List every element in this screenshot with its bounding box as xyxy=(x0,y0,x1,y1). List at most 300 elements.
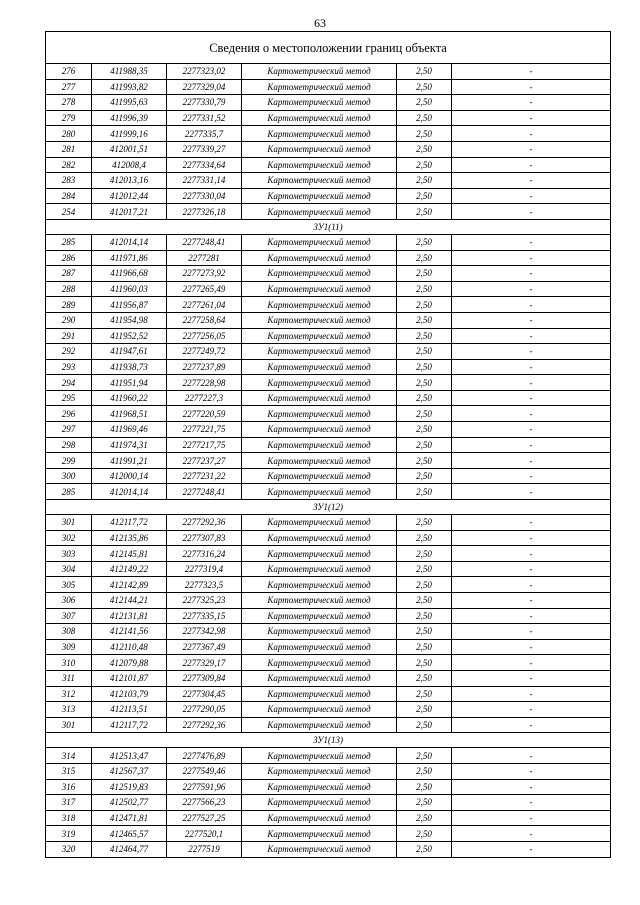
y-coordinate-cell: 2277261,04 xyxy=(167,297,242,313)
precision-cell: 2,50 xyxy=(397,748,452,764)
description-cell: - xyxy=(452,702,611,718)
description-cell: - xyxy=(452,795,611,811)
y-coordinate-cell: 2277527,25 xyxy=(167,810,242,826)
y-coordinate-cell: 2277334,64 xyxy=(167,157,242,173)
precision-cell: 2,50 xyxy=(397,530,452,546)
x-coordinate-cell: 412113,51 xyxy=(92,702,167,718)
table-row xyxy=(46,281,611,297)
point-number-cell: 314 xyxy=(46,748,92,764)
y-coordinate-cell: 2277319,4 xyxy=(167,561,242,577)
y-coordinate-cell: 2277307,83 xyxy=(167,530,242,546)
point-number-cell: 280 xyxy=(46,126,92,142)
y-coordinate-cell: 2277292,36 xyxy=(167,717,242,733)
description-cell: - xyxy=(452,639,611,655)
description-cell: - xyxy=(452,608,611,624)
table-row xyxy=(46,266,611,282)
precision-cell: 2,50 xyxy=(397,546,452,562)
method-cell: Картометрический метод xyxy=(242,763,397,779)
description-cell: - xyxy=(452,779,611,795)
point-number-cell: 316 xyxy=(46,779,92,795)
boundary-coordinates-table xyxy=(45,31,611,858)
point-number-cell: 285 xyxy=(46,484,92,500)
y-coordinate-cell: 2277325,23 xyxy=(167,593,242,609)
section-header-row xyxy=(46,219,611,234)
x-coordinate-cell: 411966,68 xyxy=(92,266,167,282)
x-coordinate-cell: 412144,21 xyxy=(92,593,167,609)
x-coordinate-cell: 412101,87 xyxy=(92,670,167,686)
method-cell: Картометрический метод xyxy=(242,515,397,531)
table-row xyxy=(46,344,611,360)
x-coordinate-cell: 412008,4 xyxy=(92,157,167,173)
x-coordinate-cell: 412145,81 xyxy=(92,546,167,562)
description-cell: - xyxy=(452,468,611,484)
table-row xyxy=(46,437,611,453)
x-coordinate-cell: 412012,44 xyxy=(92,188,167,204)
method-cell: Картометрический метод xyxy=(242,826,397,842)
x-coordinate-cell: 412117,72 xyxy=(92,515,167,531)
y-coordinate-cell: 2277265,49 xyxy=(167,281,242,297)
x-coordinate-cell: 412141,56 xyxy=(92,624,167,640)
method-cell: Картометрический метод xyxy=(242,577,397,593)
x-coordinate-cell: 412465,57 xyxy=(92,826,167,842)
description-cell: - xyxy=(452,157,611,173)
point-number-cell: 301 xyxy=(46,515,92,531)
precision-cell: 2,50 xyxy=(397,328,452,344)
x-coordinate-cell: 412464,77 xyxy=(92,841,167,857)
description-cell: - xyxy=(452,110,611,126)
precision-cell: 2,50 xyxy=(397,577,452,593)
method-cell: Картометрический метод xyxy=(242,328,397,344)
y-coordinate-cell: 2277304,45 xyxy=(167,686,242,702)
table-row xyxy=(46,64,611,80)
precision-cell: 2,50 xyxy=(397,375,452,391)
table-title: Сведения о местоположении границ объекта xyxy=(46,32,611,64)
y-coordinate-cell: 2277309,84 xyxy=(167,670,242,686)
table-row xyxy=(46,717,611,733)
y-coordinate-cell: 2277549,46 xyxy=(167,763,242,779)
y-coordinate-cell: 2277326,18 xyxy=(167,204,242,220)
point-number-cell: 310 xyxy=(46,655,92,671)
precision-cell: 2,50 xyxy=(397,826,452,842)
description-cell: - xyxy=(452,546,611,562)
description-cell: - xyxy=(452,577,611,593)
x-coordinate-cell: 412117,72 xyxy=(92,717,167,733)
precision-cell: 2,50 xyxy=(397,437,452,453)
method-cell: Картометрический метод xyxy=(242,593,397,609)
table-body xyxy=(46,32,611,858)
y-coordinate-cell: 2277228,98 xyxy=(167,375,242,391)
point-number-cell: 312 xyxy=(46,686,92,702)
method-cell: Картометрический метод xyxy=(242,79,397,95)
table-row xyxy=(46,686,611,702)
table-title-row xyxy=(46,32,611,64)
precision-cell: 2,50 xyxy=(397,841,452,857)
point-number-cell: 311 xyxy=(46,670,92,686)
precision-cell: 2,50 xyxy=(397,250,452,266)
precision-cell: 2,50 xyxy=(397,484,452,500)
description-cell: - xyxy=(452,406,611,422)
description-cell: - xyxy=(452,686,611,702)
precision-cell: 2,50 xyxy=(397,110,452,126)
description-cell: - xyxy=(452,453,611,469)
table-row xyxy=(46,110,611,126)
table-row xyxy=(46,577,611,593)
point-number-cell: 288 xyxy=(46,281,92,297)
method-cell: Картометрический метод xyxy=(242,841,397,857)
x-coordinate-cell: 412471,81 xyxy=(92,810,167,826)
method-cell: Картометрический метод xyxy=(242,312,397,328)
point-number-cell: 291 xyxy=(46,328,92,344)
point-number-cell: 309 xyxy=(46,639,92,655)
point-number-cell: 290 xyxy=(46,312,92,328)
description-cell: - xyxy=(452,748,611,764)
method-cell: Картометрический метод xyxy=(242,624,397,640)
point-number-cell: 295 xyxy=(46,390,92,406)
description-cell: - xyxy=(452,484,611,500)
table-row xyxy=(46,79,611,95)
description-cell: - xyxy=(452,188,611,204)
method-cell: Картометрический метод xyxy=(242,188,397,204)
description-cell: - xyxy=(452,670,611,686)
precision-cell: 2,50 xyxy=(397,763,452,779)
y-coordinate-cell: 2277248,41 xyxy=(167,234,242,250)
description-cell: - xyxy=(452,826,611,842)
point-number-cell: 300 xyxy=(46,468,92,484)
point-number-cell: 278 xyxy=(46,95,92,111)
y-coordinate-cell: 2277331,14 xyxy=(167,173,242,189)
point-number-cell: 317 xyxy=(46,795,92,811)
method-cell: Картометрический метод xyxy=(242,702,397,718)
y-coordinate-cell: 2277292,36 xyxy=(167,515,242,531)
precision-cell: 2,50 xyxy=(397,406,452,422)
boundary-table-container xyxy=(45,31,610,858)
point-number-cell: 308 xyxy=(46,624,92,640)
precision-cell: 2,50 xyxy=(397,453,452,469)
table-row xyxy=(46,234,611,250)
y-coordinate-cell: 2277520,1 xyxy=(167,826,242,842)
description-cell: - xyxy=(452,841,611,857)
precision-cell: 2,50 xyxy=(397,359,452,375)
table-row xyxy=(46,515,611,531)
section-label: ЗУ1(11) xyxy=(46,219,611,234)
y-coordinate-cell: 2277329,04 xyxy=(167,79,242,95)
table-row xyxy=(46,670,611,686)
y-coordinate-cell: 2277231,22 xyxy=(167,468,242,484)
method-cell: Картометрический метод xyxy=(242,422,397,438)
description-cell: - xyxy=(452,344,611,360)
precision-cell: 2,50 xyxy=(397,266,452,282)
method-cell: Картометрический метод xyxy=(242,437,397,453)
table-row xyxy=(46,655,611,671)
x-coordinate-cell: 412079,88 xyxy=(92,655,167,671)
y-coordinate-cell: 2277323,02 xyxy=(167,64,242,80)
x-coordinate-cell: 411993,82 xyxy=(92,79,167,95)
table-row xyxy=(46,204,611,220)
method-cell: Картометрический метод xyxy=(242,126,397,142)
point-number-cell: 281 xyxy=(46,141,92,157)
x-coordinate-cell: 412001,51 xyxy=(92,141,167,157)
method-cell: Картометрический метод xyxy=(242,655,397,671)
method-cell: Картометрический метод xyxy=(242,390,397,406)
table-row xyxy=(46,826,611,842)
table-row xyxy=(46,795,611,811)
section-label: ЗУ1(12) xyxy=(46,500,611,515)
description-cell: - xyxy=(452,390,611,406)
x-coordinate-cell: 412017,21 xyxy=(92,204,167,220)
table-row xyxy=(46,484,611,500)
x-coordinate-cell: 411991,21 xyxy=(92,453,167,469)
precision-cell: 2,50 xyxy=(397,204,452,220)
precision-cell: 2,50 xyxy=(397,281,452,297)
precision-cell: 2,50 xyxy=(397,468,452,484)
point-number-cell: 318 xyxy=(46,810,92,826)
y-coordinate-cell: 2277220,59 xyxy=(167,406,242,422)
description-cell: - xyxy=(452,359,611,375)
x-coordinate-cell: 412135,86 xyxy=(92,530,167,546)
table-row xyxy=(46,530,611,546)
description-cell: - xyxy=(452,297,611,313)
y-coordinate-cell: 2277237,89 xyxy=(167,359,242,375)
point-number-cell: 294 xyxy=(46,375,92,391)
description-cell: - xyxy=(452,141,611,157)
description-cell: - xyxy=(452,530,611,546)
point-number-cell: 283 xyxy=(46,173,92,189)
y-coordinate-cell: 2277281 xyxy=(167,250,242,266)
precision-cell: 2,50 xyxy=(397,655,452,671)
y-coordinate-cell: 2277221,75 xyxy=(167,422,242,438)
point-number-cell: 285 xyxy=(46,234,92,250)
x-coordinate-cell: 411996,39 xyxy=(92,110,167,126)
precision-cell: 2,50 xyxy=(397,515,452,531)
table-row xyxy=(46,841,611,857)
method-cell: Картометрический метод xyxy=(242,639,397,655)
description-cell: - xyxy=(452,281,611,297)
table-row xyxy=(46,141,611,157)
precision-cell: 2,50 xyxy=(397,624,452,640)
table-row xyxy=(46,779,611,795)
precision-cell: 2,50 xyxy=(397,779,452,795)
precision-cell: 2,50 xyxy=(397,344,452,360)
precision-cell: 2,50 xyxy=(397,173,452,189)
section-header-row xyxy=(46,500,611,515)
precision-cell: 2,50 xyxy=(397,79,452,95)
x-coordinate-cell: 412103,79 xyxy=(92,686,167,702)
point-number-cell: 303 xyxy=(46,546,92,562)
point-number-cell: 319 xyxy=(46,826,92,842)
precision-cell: 2,50 xyxy=(397,608,452,624)
y-coordinate-cell: 2277258,64 xyxy=(167,312,242,328)
description-cell: - xyxy=(452,204,611,220)
method-cell: Картометрический метод xyxy=(242,234,397,250)
precision-cell: 2,50 xyxy=(397,639,452,655)
y-coordinate-cell: 2277237,27 xyxy=(167,453,242,469)
method-cell: Картометрический метод xyxy=(242,406,397,422)
method-cell: Картометрический метод xyxy=(242,546,397,562)
precision-cell: 2,50 xyxy=(397,95,452,111)
table-row xyxy=(46,810,611,826)
table-row xyxy=(46,297,611,313)
y-coordinate-cell: 2277339,27 xyxy=(167,141,242,157)
method-cell: Картометрический метод xyxy=(242,686,397,702)
y-coordinate-cell: 2277335,7 xyxy=(167,126,242,142)
method-cell: Картометрический метод xyxy=(242,266,397,282)
point-number-cell: 293 xyxy=(46,359,92,375)
point-number-cell: 315 xyxy=(46,763,92,779)
table-row xyxy=(46,422,611,438)
y-coordinate-cell: 2277227,3 xyxy=(167,390,242,406)
point-number-cell: 304 xyxy=(46,561,92,577)
description-cell: - xyxy=(452,95,611,111)
point-number-cell: 296 xyxy=(46,406,92,422)
table-row xyxy=(46,593,611,609)
point-number-cell: 306 xyxy=(46,593,92,609)
method-cell: Картометрический метод xyxy=(242,173,397,189)
precision-cell: 2,50 xyxy=(397,188,452,204)
description-cell: - xyxy=(452,763,611,779)
point-number-cell: 302 xyxy=(46,530,92,546)
point-number-cell: 313 xyxy=(46,702,92,718)
x-coordinate-cell: 411999,16 xyxy=(92,126,167,142)
table-row xyxy=(46,639,611,655)
table-row xyxy=(46,468,611,484)
y-coordinate-cell: 2277342,98 xyxy=(167,624,242,640)
table-row xyxy=(46,188,611,204)
description-cell: - xyxy=(452,250,611,266)
point-number-cell: 301 xyxy=(46,717,92,733)
y-coordinate-cell: 2277316,24 xyxy=(167,546,242,562)
description-cell: - xyxy=(452,810,611,826)
y-coordinate-cell: 2277591,96 xyxy=(167,779,242,795)
method-cell: Картометрический метод xyxy=(242,795,397,811)
point-number-cell: 279 xyxy=(46,110,92,126)
y-coordinate-cell: 2277249,72 xyxy=(167,344,242,360)
x-coordinate-cell: 412000,14 xyxy=(92,468,167,484)
description-cell: - xyxy=(452,79,611,95)
point-number-cell: 289 xyxy=(46,297,92,313)
precision-cell: 2,50 xyxy=(397,297,452,313)
precision-cell: 2,50 xyxy=(397,561,452,577)
method-cell: Картометрический метод xyxy=(242,453,397,469)
method-cell: Картометрический метод xyxy=(242,468,397,484)
x-coordinate-cell: 411969,46 xyxy=(92,422,167,438)
y-coordinate-cell: 2277290,05 xyxy=(167,702,242,718)
table-row xyxy=(46,390,611,406)
method-cell: Картометрический метод xyxy=(242,64,397,80)
x-coordinate-cell: 412502,77 xyxy=(92,795,167,811)
x-coordinate-cell: 411947,61 xyxy=(92,344,167,360)
x-coordinate-cell: 411956,87 xyxy=(92,297,167,313)
point-number-cell: 287 xyxy=(46,266,92,282)
precision-cell: 2,50 xyxy=(397,670,452,686)
method-cell: Картометрический метод xyxy=(242,281,397,297)
page-number: 63 xyxy=(314,16,326,30)
y-coordinate-cell: 2277217,75 xyxy=(167,437,242,453)
table-row xyxy=(46,359,611,375)
table-row xyxy=(46,173,611,189)
method-cell: Картометрический метод xyxy=(242,359,397,375)
point-number-cell: 292 xyxy=(46,344,92,360)
x-coordinate-cell: 412142,89 xyxy=(92,577,167,593)
x-coordinate-cell: 411974,31 xyxy=(92,437,167,453)
point-number-cell: 284 xyxy=(46,188,92,204)
method-cell: Картометрический метод xyxy=(242,110,397,126)
y-coordinate-cell: 2277248,41 xyxy=(167,484,242,500)
table-row xyxy=(46,702,611,718)
method-cell: Картометрический метод xyxy=(242,297,397,313)
point-number-cell: 254 xyxy=(46,204,92,220)
y-coordinate-cell: 2277519 xyxy=(167,841,242,857)
table-row xyxy=(46,250,611,266)
precision-cell: 2,50 xyxy=(397,810,452,826)
point-number-cell: 305 xyxy=(46,577,92,593)
table-row xyxy=(46,375,611,391)
description-cell: - xyxy=(452,375,611,391)
method-cell: Картометрический метод xyxy=(242,375,397,391)
method-cell: Картометрический метод xyxy=(242,95,397,111)
y-coordinate-cell: 2277273,92 xyxy=(167,266,242,282)
precision-cell: 2,50 xyxy=(397,702,452,718)
method-cell: Картометрический метод xyxy=(242,561,397,577)
description-cell: - xyxy=(452,234,611,250)
description-cell: - xyxy=(452,266,611,282)
x-coordinate-cell: 412567,37 xyxy=(92,763,167,779)
table-row xyxy=(46,748,611,764)
description-cell: - xyxy=(452,593,611,609)
point-number-cell: 307 xyxy=(46,608,92,624)
precision-cell: 2,50 xyxy=(397,157,452,173)
method-cell: Картометрический метод xyxy=(242,344,397,360)
y-coordinate-cell: 2277330,04 xyxy=(167,188,242,204)
method-cell: Картометрический метод xyxy=(242,608,397,624)
y-coordinate-cell: 2277256,05 xyxy=(167,328,242,344)
x-coordinate-cell: 412131,81 xyxy=(92,608,167,624)
point-number-cell: 298 xyxy=(46,437,92,453)
precision-cell: 2,50 xyxy=(397,64,452,80)
description-cell: - xyxy=(452,515,611,531)
x-coordinate-cell: 411988,35 xyxy=(92,64,167,80)
point-number-cell: 299 xyxy=(46,453,92,469)
table-row xyxy=(46,328,611,344)
description-cell: - xyxy=(452,312,611,328)
table-row xyxy=(46,624,611,640)
description-cell: - xyxy=(452,173,611,189)
table-row xyxy=(46,763,611,779)
precision-cell: 2,50 xyxy=(397,686,452,702)
precision-cell: 2,50 xyxy=(397,422,452,438)
method-cell: Картометрический метод xyxy=(242,810,397,826)
method-cell: Картометрический метод xyxy=(242,484,397,500)
precision-cell: 2,50 xyxy=(397,141,452,157)
method-cell: Картометрический метод xyxy=(242,670,397,686)
precision-cell: 2,50 xyxy=(397,593,452,609)
point-number-cell: 277 xyxy=(46,79,92,95)
method-cell: Картометрический метод xyxy=(242,250,397,266)
point-number-cell: 320 xyxy=(46,841,92,857)
x-coordinate-cell: 411938,73 xyxy=(92,359,167,375)
y-coordinate-cell: 2277476,89 xyxy=(167,748,242,764)
description-cell: - xyxy=(452,655,611,671)
precision-cell: 2,50 xyxy=(397,795,452,811)
x-coordinate-cell: 412014,14 xyxy=(92,234,167,250)
precision-cell: 2,50 xyxy=(397,717,452,733)
point-number-cell: 282 xyxy=(46,157,92,173)
description-cell: - xyxy=(452,624,611,640)
description-cell: - xyxy=(452,437,611,453)
method-cell: Картометрический метод xyxy=(242,204,397,220)
y-coordinate-cell: 2277330,79 xyxy=(167,95,242,111)
x-coordinate-cell: 412014,14 xyxy=(92,484,167,500)
x-coordinate-cell: 412149,22 xyxy=(92,561,167,577)
